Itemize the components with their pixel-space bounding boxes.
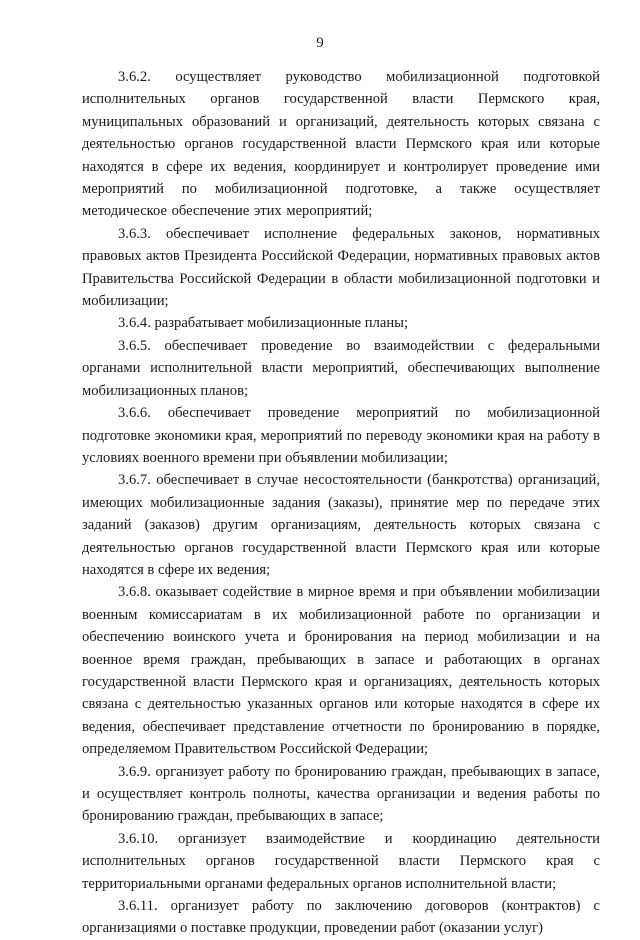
paragraph-3-6-9: 3.6.9. организует работу по бронированию граждан, пребывающих в запасе, и осуществляет контроль полноты, качества организации и ведения работы по бронированию граждан, пребывающих в запасе; [82, 763, 600, 825]
paragraph-3-6-5: 3.6.5. обеспечивает проведение во взаимодействии с федеральными органами исполнительной власти мероприятий, обеспечивающих выполнение мобилизационных планов; [82, 337, 600, 399]
paragraph-3-6-7: 3.6.7. обеспечивает в случае несостоятельности (банкротства) организаций, имеющих мобилизационные задания (заказы), принятие мер по передаче этих заданий (заказов) другим организациям, деятельность которых связана с деятельностью органов государственной власти Пермского края или которые находятся в сфере их ведения; [82, 472, 600, 578]
page-number: 9 [316, 35, 324, 51]
paragraph-3-6-11: 3.6.11. организует работу по заключению договоров (контрактов) с организациями о поставке продукции, проведении работ (оказании услуг) [82, 898, 600, 937]
paragraph-3-6-3: 3.6.3. обеспечивает исполнение федеральных законов, нормативных правовых актов Президента Российской Федерации, нормативных правовых актов Правительства Российской Федерации в области мобилизационной подготовки и мобилизации; [82, 225, 600, 310]
paragraph-3-6-4: 3.6.4. разрабатывает мобилизационные планы; [118, 315, 408, 332]
paragraph-3-6-6: 3.6.6. обеспечивает проведение мероприятий по мобилизационной подготовке экономики края, мероприятий по переводу экономики края на работу в условиях военного времени при объявлении мобилизации; [82, 405, 600, 466]
paragraph-3-6-2: 3.6.2. осуществляет руководство мобилизационной подготовкой исполнительных органов государственной власти Пермского края, муниципальных образований и организаций, деятельность которых связана с деятельностью органов государственной власти Пермского края или которые находятся в сфере их ведения, координирует и контролирует проведение ими мероприятий по мобилизационной подготовке, а также осуществляет методическое обеспечение этих мероприятий; [82, 69, 600, 220]
document-body [82, 66, 600, 940]
paragraph-3-6-8: 3.6.8. оказывает содействие в мирное время и при объявлении мобилизации военным комиссариатам в их мобилизационной работе по организации и обеспечению воинского учета и бронирования на период мобилизации и на военное время граждан, пребывающих в запасе и работающих в органах государственной власти Пермского края и организациях, деятельность которых связана с деятельностью указанных органов или которые находятся в сфере их ведения, обеспечивает представление отчетности по бронированию в порядке, определяемом Правительством Российской Федерации; [82, 584, 600, 758]
paragraph-3-6-10: 3.6.10. организует взаимодействие и координацию деятельности исполнительных органов государственной власти Пермского края с территориальными органами федеральных органов исполнительной власти; [82, 830, 600, 892]
